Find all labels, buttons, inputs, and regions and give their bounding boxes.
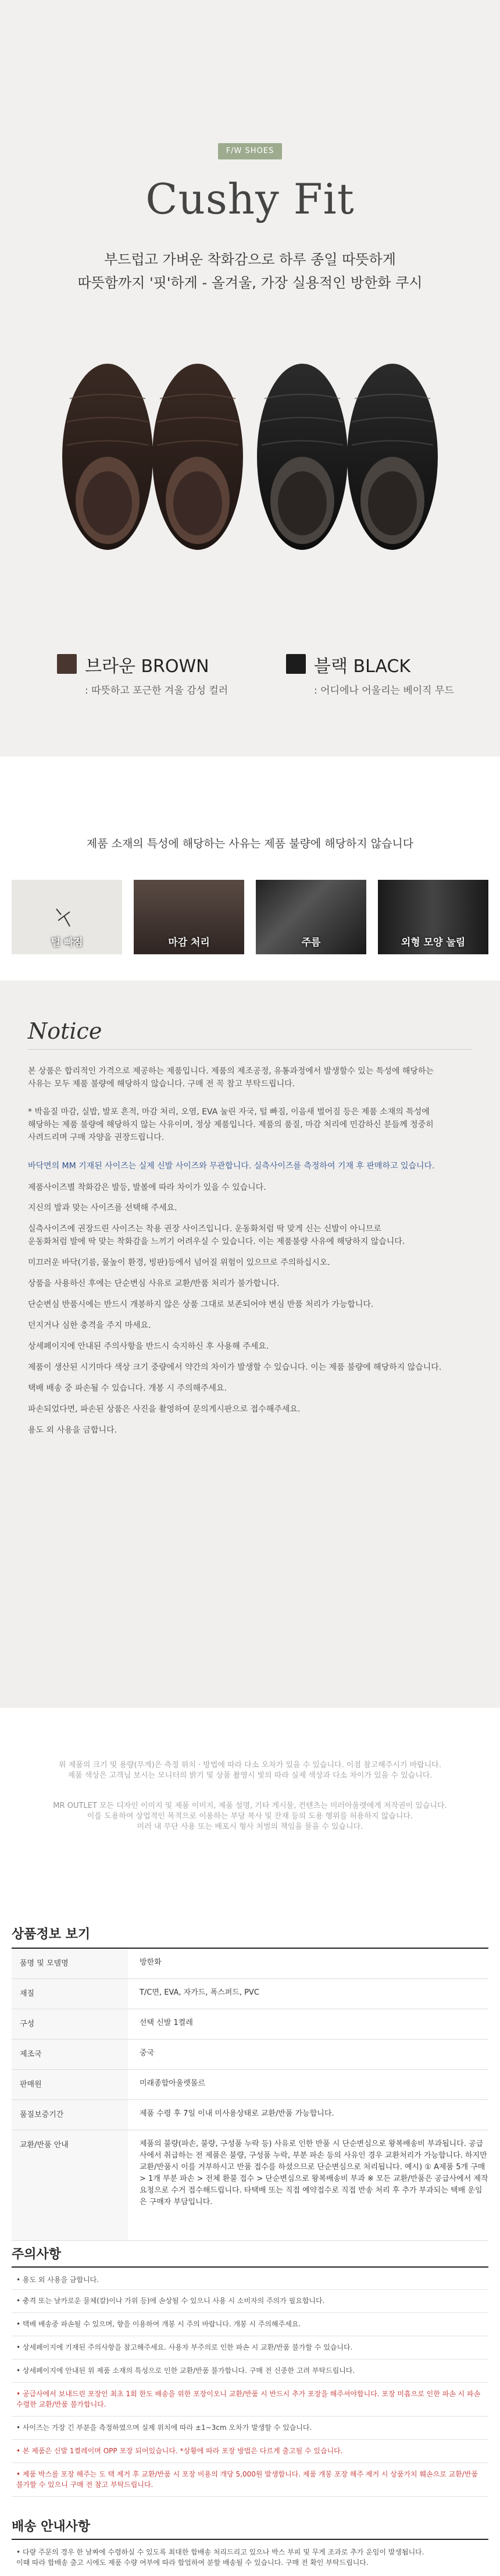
table-row: 교환/반품 안내 제품의 불량(파손, 불량, 구성품 누락 등) 사유로 인한 반품 시 단순변심으로 왕복배송비 부과됩니다. 공급사에서 취급하는 전 제품은 불량, 구성품 누락, 부분 파손 등의 사유인 경우 교환처리가 가능합니다. 하지만 교환/반품시 이를 거부하시고 반품 접수를 하셨으므로 단순변심으로 처리됩니다. 예시) ① A제품 5개 구매 > 1개 부분 파손 > 전체 환불 접수 > 단순변심으로 왕복배송비 부과 ※ 모든 교환/반품은 공급사에서 제작요청으로 수거 접수해드립니다. 타택배 또는 직접 예약접수로 직접 반송 처리 후 추가 부과되는 택배 운임은 구매자 부담입니다. — [12, 2130, 488, 2241]
caution-row: • 본 제품은 신발 1켤레이며 OPP 포장 되어있습니다. *상황에 따라 포장 방법은 다르게 출고될 수 있습니다. — [12, 2440, 488, 2463]
brown-swatch — [57, 654, 77, 674]
notice-line: 본 상품은 합리적인 가격으로 제공하는 제품입니다. 제품의 제조공정, 유통과정에서 발생할수 있는 특성에 해당하는 — [28, 1067, 434, 1076]
notice-line: 지신의 발과 맞는 사이즈를 선택해 주세요. — [28, 1203, 177, 1213]
table-row: 판매원 미래종합아울렛몰르 — [12, 2070, 488, 2100]
color-name-black: 블랙 BLACK — [314, 656, 411, 677]
caution-row: • 공급사에서 보내드린 포장인 최초 1회 한도 배송을 위한 포장이오니 교환/반품 시 반드시 추가 포장을 해주셔야합니다. 포장 미흡으로 인한 파손 시 파손 수령한 교환/반품 불가합니다. — [12, 2383, 488, 2417]
notice-line: 상품을 사용하신 후에는 단순변심 사유로 교환/반품 처리가 불가합니다. — [28, 1279, 280, 1288]
thumb-shape-pressed: 외형 모양 눌림 — [378, 880, 488, 954]
caution-row: • 제품 박스를 포장 해주는 도 택 제거 후 교환/반품 시 포장 비용의 개당 5,000원 발생합니다. 제품 개봉 포장 해주 제거 시 상품가치 훼손으로 교환/반품 불가할 수 있으니 구매 전 참고 부탁드립니다. — [12, 2463, 488, 2497]
notice-line: 제품사이즈별 착화감은 발등, 발볼에 따라 차이가 있을 수 있습니다. — [28, 1183, 266, 1192]
material-title: 제품 소재의 특성에 해당하는 사유는 제품 불량에 해당하지 않습니다 — [86, 837, 414, 850]
caution-row: • 충격 또는 날카로운 물체(칼)이나 가위 등)에 손상될 수 있으니 사용 시 소비자의 주의가 필요합니다. — [12, 2290, 488, 2313]
black-swatch — [286, 654, 306, 674]
thumb-finishing: 마감 처리 — [134, 880, 244, 954]
subtitle-line-2: 따뜻함까지 '핏'하게 - 올겨울, 가장 실용적인 방한화 쿠시 — [77, 275, 423, 291]
caution-row: • 용도 외 사용을 금합니다. — [12, 2269, 488, 2290]
table-row: 구성 선택 신발 1켤레 — [12, 2009, 488, 2040]
notice-line: 운동화처럼 발에 딱 맞는 착화감을 느끼기 어려우실 수 있습니다. 이는 제품불량 사유에 해당하지 않습니다. — [28, 1237, 405, 1246]
disclaimer-line: 미러 내 무단 사용 또는 배포시 형사 처벌의 책임을 물을 수 있습니다. — [137, 1822, 363, 1831]
product-info-section — [0, 1927, 500, 2243]
notice-line: 실측사이즈에 권장드린 사이즈는 착용 권장 사이즈입니다. 운동화처럼 딱 맞게 신는 신발이 아니므로 — [28, 1224, 381, 1234]
delivery-title: 배송 안내사항 — [12, 2520, 91, 2534]
disclaimer-line: 이를 도용하여 상업적인 목적으로 이용하는 부당 복사 및 잔재 등의 도용 행위를 허용하지 않습니다. — [87, 1812, 413, 1821]
disclaimer-line: 제품 색상은 고객님 보시는 모니터의 밝기 및 상품 촬영시 빛의 따라 실제 색상과 다소 차이가 있을 수 있습니다. — [67, 1771, 433, 1780]
black-slippers — [257, 364, 438, 550]
product-title: Cushy Fit — [145, 175, 355, 223]
product-info-title: 상품정보 보기 — [12, 1927, 91, 1942]
season-tag: F/W SHOES — [218, 143, 282, 159]
notice-line: 택배 배송 중 파손될 수 있습니다. 개봉 시 주의해주세요. — [28, 1384, 227, 1393]
notice-line: 단순변심 반품시에는 반드시 개봉하지 않은 상품 그대로 보존되어야 변심 반품 처리가 가능합니다. — [28, 1300, 374, 1309]
material-section — [0, 756, 500, 980]
product-photo-slippers — [52, 329, 448, 620]
notice-line: 상세페이지에 안내된 주의사항을 반드시 숙지하신 후 사용해 주세요. — [28, 1342, 269, 1351]
notice-line: 던지거나 심한 충격을 주지 마세요. — [28, 1321, 151, 1330]
hero-section — [0, 0, 500, 756]
notice-line: 용도 외 사용을 금합니다. — [28, 1426, 117, 1435]
notice-line: 미끄러운 바닥(기름, 물높이 환경, 빙판)등에서 넘어질 위험이 있으므로 주의하십시오. — [28, 1258, 330, 1267]
thumb-fur-shedding: 털 빠짐 — [12, 880, 122, 954]
thumb-wrinkles: 주름 — [256, 880, 366, 954]
notice-divider — [28, 1049, 472, 1050]
color-desc-black: : 어디에나 어울리는 베이직 무드 — [314, 685, 454, 697]
disclaimer-line: 위 제품의 크기 및 용량(무게)은 측정 위치 · 방법에 따라 다소 오차가 있을 수 있습니다. 이점 참고해주시기 바랍니다. — [59, 1761, 441, 1770]
caution-title: 주의사항 — [12, 2247, 62, 2262]
notice-line: 사유는 모두 제품 불량에 해당하지 않습니다. 구매 전 꼭 참고 부탁드립니다. — [28, 1079, 295, 1089]
notice-line: 파손되었다면, 파손된 상품은 사진을 촬영하여 문의게시판으로 접수해주세요. — [28, 1405, 301, 1414]
notice-line: 사려드리며 구매 자양을 권장드립니다. — [28, 1133, 165, 1142]
table-row: 품질보증기간 제품 수령 후 7일 이내 미사용상태로 교환/반품 가능합니다. — [12, 2100, 488, 2130]
caution-rule — [12, 2266, 488, 2268]
notice-line: 해당하는 제품 불량에 해당하지 않는 사유이며, 정상 제품입니다. 제품의 품질, 마감 처리에 민감하신 분들께 정중히 — [28, 1120, 434, 1129]
brown-slippers — [62, 364, 243, 550]
caution-row: • 상세페이지에 안내된 위 제품 소재의 특성으로 인한 교환/반품 불가합니다. 구매 전 신중한 고려 부탁드립니다. — [12, 2360, 488, 2383]
color-desc-brown: : 따뜻하고 포근한 겨울 감성 컬러 — [85, 685, 228, 697]
notice-line-highlight: 바닥면의 MM 기재된 사이즈는 실제 신발 사이즈와 무관합니다. 실측사이즈를 측정하여 기재 후 판매하고 있습니다. — [28, 1161, 435, 1171]
delivery-text: • 다량 주문의 경우 한 날짜에 수령하실 수 있도록 최대한 합배송 처리드리고 있으나 박스 부피 및 무게 조과로 추가 운임이 발생됩니다. 이때 따라 합배송 출고 시에도 제품 수량 여부에 따라 합업하여 분할 배송될 수 있습니다. 구매 전 확인 부탁드립니다. — [16, 2548, 424, 2567]
color-name-brown: 브라운 BROWN — [85, 656, 209, 677]
caution-row: • 사이즈는 가장 긴 부분을 측정하였으며 실제 위치에 따라 ±1~3cm 오차가 발생할 수 있습니다. — [12, 2417, 488, 2440]
table-row: 재질 T/C면, EVA, 자가드, 폭스퍼드, PVC — [12, 1979, 488, 2009]
caution-row: • 택배 배송중 파손될 수 있으며, 향을 이용하여 개봉 시 주의 바랍니다. 개봉 시 주의해주세요. — [12, 2313, 488, 2336]
notice-line: * 박음질 마감, 실밥, 발포 흔적, 마감 처리, 오염, EVA 눌린 자국, 털 빠짐, 이음새 벌어짐 등은 제품 소재의 특성에 — [28, 1107, 430, 1117]
table-row: 품명 및 모델명 방한화 — [12, 1949, 488, 1979]
delivery-rule — [12, 2539, 488, 2540]
notice-line: 제품이 생산된 시기마다 색상 크기 중량에서 약간의 차이가 발생할 수 있습니다. 이는 제품 불량에 해당하지 않습니다. — [28, 1363, 442, 1372]
notice-heading: Notice — [28, 1018, 102, 1044]
caution-row: • 상세페이지에 기재된 주의사항을 참고해주세요. 사용자 부주의로 인한 파손 시 교환/반품 불가할 수 있습니다. — [12, 2336, 488, 2360]
disclaimer-line: MR OUTLET 모든 디자인 이미지 및 제품 이미지, 제품 설명, 기타 게시물, 컨텐츠는 미러아울렛에게 저작권이 있습니다. — [53, 1802, 447, 1810]
notice-section — [0, 980, 500, 1708]
table-row: 제조국 중국 — [12, 2040, 488, 2070]
subtitle-line-1: 부드럽고 가벼운 착화감으로 하루 종일 따뜻하게 — [104, 251, 396, 268]
